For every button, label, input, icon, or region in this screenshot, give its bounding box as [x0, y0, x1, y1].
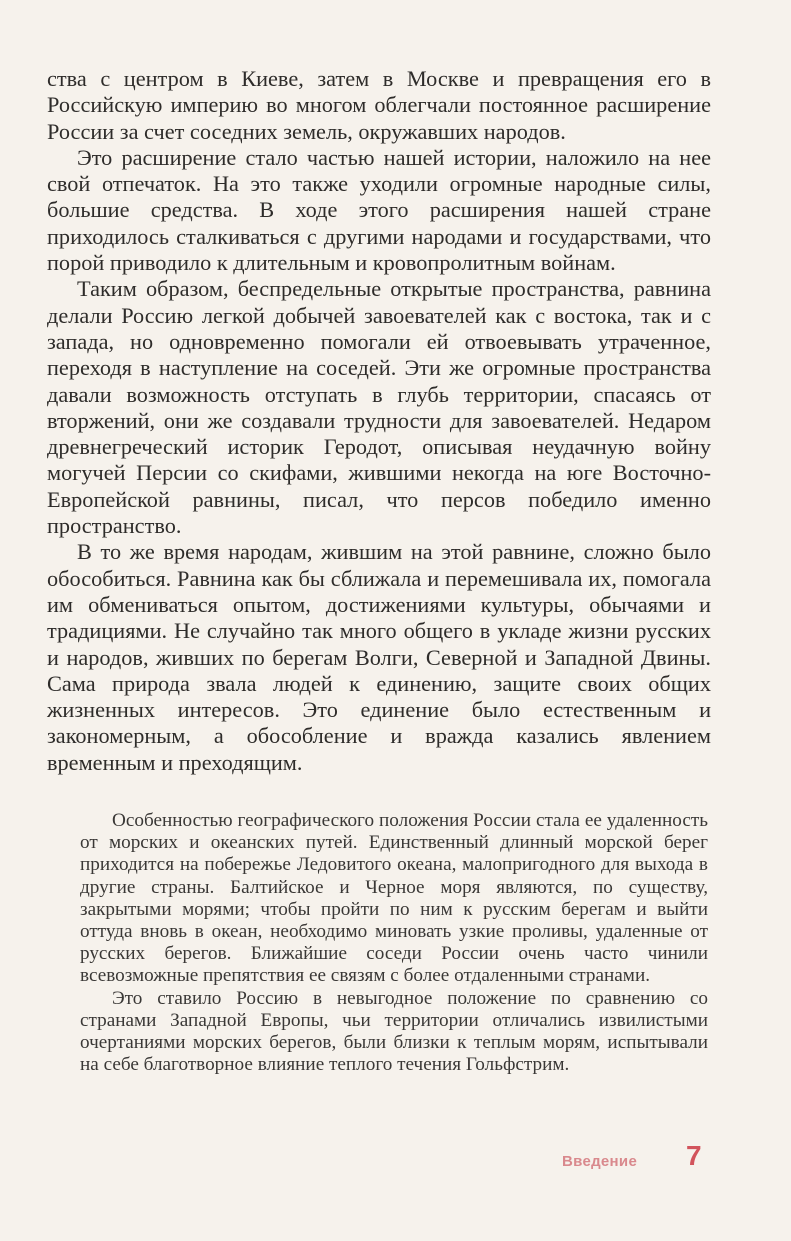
- main-text-block: [47, 66, 711, 776]
- main-paragraph-4: В то же время народам, жившим на этой равнине, сложно было обособиться. Равнина как бы сближала и перемешивала их, помогала им обмениваться опытом, достижениями культуры, обычаями и традициями. Не случайно так много общего в укладе жизни русских и народов, живших по берегам Волги, Северной и Западной Двины. Сама природа звала людей к единению, защите своих общих жизненных интересов. Это единение было естественным и закономерным, а обособление и вражда казались явлением временным и преходящим.: [47, 539, 711, 775]
- footer-section-label: Введение: [562, 1153, 638, 1170]
- sidebar-paragraph-1: Особенностью географического положения России стала ее удаленность от морских и океанских путей. Единственный длинный морской берег приходится на побережье Ледовитого океана, малопригодного для выхода в другие страны. Балтийское и Черное моря являются, по существу, закрытыми морями; чтобы пройти по ним к русским берегам и выйти оттуда вновь в океан, необходимо миновать узкие проливы, удаленные от русских берегов. Ближайшие соседи России очень часто чинили всевозможные препятствия ее связям с более отдаленными странами.: [80, 810, 708, 987]
- sidebar-text-block: [80, 810, 708, 1076]
- main-paragraph-2: Это расширение стало частью нашей истории, наложило на нее свой отпечаток. На это также уходили огромные народные силы, большие средства. В ходе этого расширения нашей стране приходилось сталкиваться с другими народами и государствами, что порой приводило к длительным и кровопролитным войнам.: [47, 144, 711, 276]
- sidebar-paragraph-2: Это ставило Россию в невыгодное положение по сравнению со странами Западной Европы, чьи территории отличались извилистыми очертаниями морских берегов, были близки к теплым морям, испытывали на себе благотворное влияние теплого течения Гольфстрим.: [80, 987, 708, 1076]
- page-number: 7: [686, 1140, 702, 1171]
- main-paragraph-1: ства с центром в Киеве, затем в Москве и превращения его в Российскую империю во многом облегчали постоянное расширение России за счет соседних земель, окружавших народов.: [47, 66, 711, 144]
- main-paragraph-3: Таким образом, беспредельные открытые пространства, равнина делали Россию легкой добычей завоевателей как с востока, так и с запада, но одновременно помогали ей отвоевывать утраченное, переходя в наступление на соседей. Эти же огромные пространства давали возможность отступать в глубь территории, спасаясь от вторжений, они же создавали трудности для завоевателей. Недаром древнегреческий историк Геродот, описывая неудачную войну могучей Персии со скифами, жившими некогда на юге Восточно-Европейской равнины, писал, что персов победило именно пространство.: [47, 276, 711, 539]
